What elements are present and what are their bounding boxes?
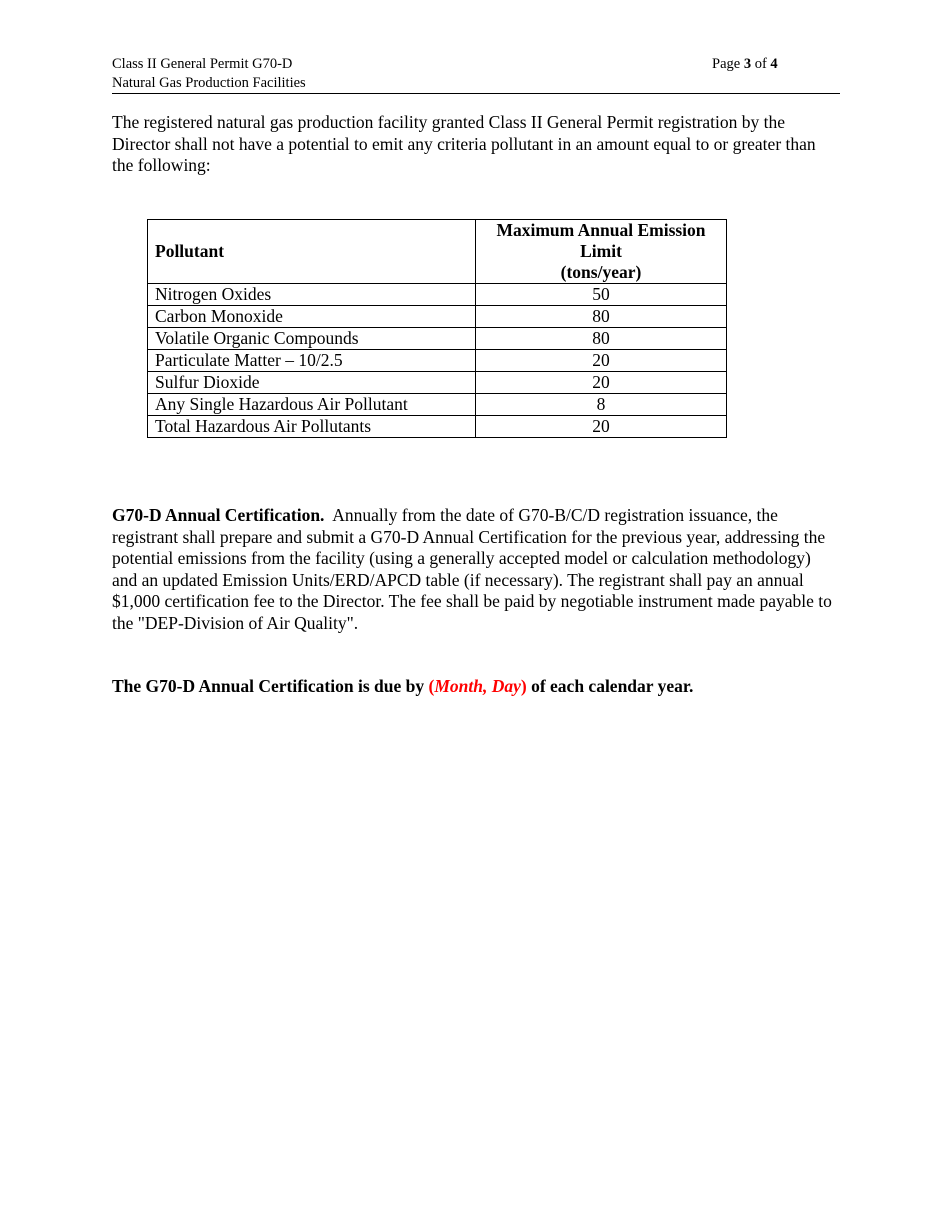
due-date-statement [112, 676, 840, 698]
intro-paragraph: The registered natural gas production facility granted Class II General Permit registration by the Director shall not have a potential to emit any criteria pollutant in an amount equal to or greater than the following: [112, 112, 816, 175]
page-of: of [751, 56, 771, 72]
due-prefix: The G70-D Annual Certification is due by [112, 676, 429, 696]
page-prefix: Page [712, 56, 744, 72]
due-paren-open: ( [428, 676, 435, 696]
pollutant-limit: 20 [476, 372, 727, 394]
pollutant-name: Volatile Organic Compounds [148, 328, 476, 350]
pollutant-limit: 8 [476, 394, 727, 416]
annual-certification-paragraph [112, 505, 840, 634]
pollutant-name: Carbon Monoxide [148, 306, 476, 328]
pollutant-limit: 50 [476, 284, 727, 306]
pollutant-name: Any Single Hazardous Air Pollutant [148, 394, 476, 416]
table-row [148, 350, 727, 372]
table-row [148, 394, 727, 416]
page-number [712, 55, 778, 74]
due-date-placeholder: Month, Day [434, 676, 521, 696]
limit-header-line3: (tons/year) [560, 262, 642, 282]
certification-body: Annually from the date of G70-B/C/D registration issuance, the registrant shall prepare and submit a G70-D Annual Certification for the previous year, addressing the potential emissions from the facility (using a generally accepted model or calculation methodology) and an updated Emission Units/ERD/APCD table (if necessary). The registrant shall pay an annual $1,000 certification fee to the Director. The fee shall be paid by negotiable instrument made payable to the "DEP-Division of Air Quality". [112, 505, 832, 633]
pollutant-name: Sulfur Dioxide [148, 372, 476, 394]
table-row [148, 416, 727, 438]
table-row [148, 306, 727, 328]
header-permit-title: Class II General Permit G70-D [112, 56, 293, 72]
pollutant-limit: 80 [476, 306, 727, 328]
pollutant-limit: 20 [476, 416, 727, 438]
pollutant-name: Nitrogen Oxides [148, 284, 476, 306]
page-current: 3 [743, 56, 752, 72]
table-row [148, 328, 727, 350]
header-facility-type: Natural Gas Production Facilities [112, 75, 306, 91]
column-header-limit [476, 220, 727, 284]
pollutant-limit: 20 [476, 350, 727, 372]
column-header-pollutant: Pollutant [148, 220, 476, 284]
due-suffix: of each calendar year. [526, 676, 694, 696]
table-row [148, 284, 727, 306]
certification-heading: G70-D Annual Certification. [112, 505, 325, 525]
pollutant-limit: 80 [476, 328, 727, 350]
pollutant-name: Particulate Matter – 10/2.5 [148, 350, 476, 372]
limit-header-line2: Limit [580, 241, 622, 261]
table-row [148, 372, 727, 394]
page-total: 4 [770, 56, 778, 72]
table-header-row [148, 220, 727, 284]
pollutant-name: Total Hazardous Air Pollutants [148, 416, 476, 438]
limit-header-line1: Maximum Annual Emission [496, 220, 706, 240]
page-header [112, 55, 840, 94]
due-paren-close: ) [520, 676, 527, 696]
emission-limits-table [147, 219, 727, 438]
